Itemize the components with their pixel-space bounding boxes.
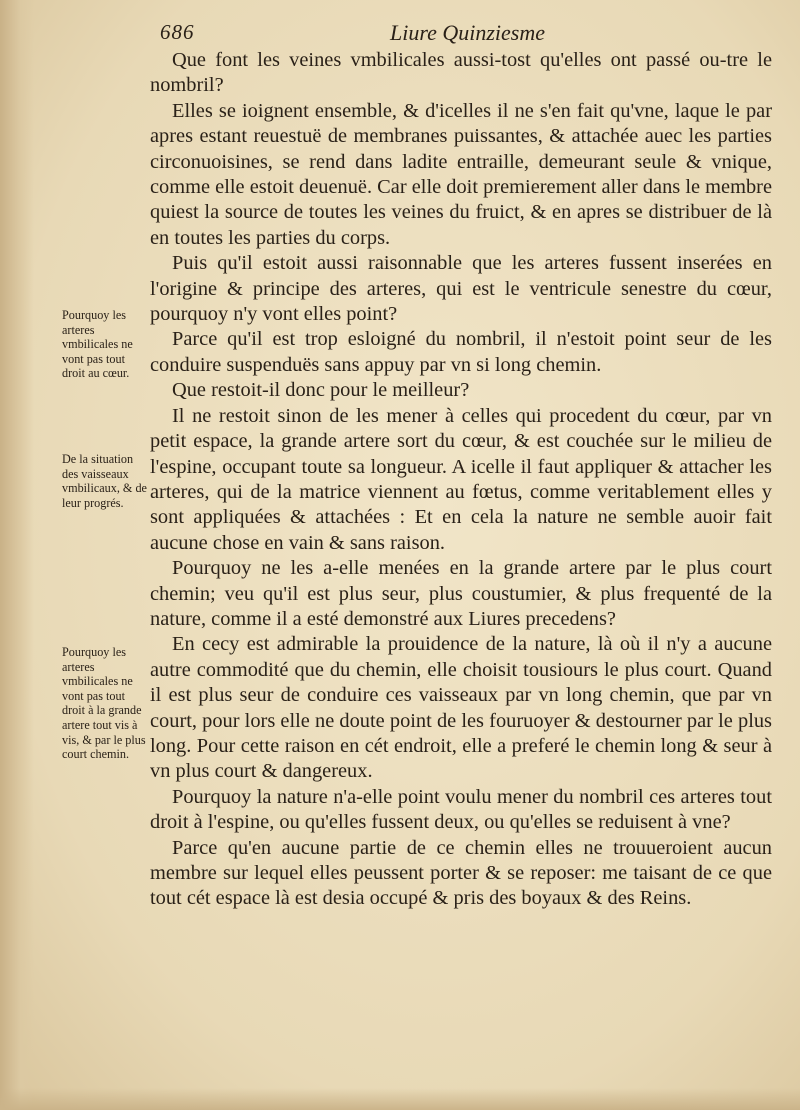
paragraph: Parce qu'il est trop esloigné du nombril, il n'estoit point seur de les conduire suspenduës sans appuy par vn si long chemin. — [150, 328, 772, 376]
margin-note: De la situation des vaisseaux vmbilicaux, & de leur progrés. — [62, 452, 147, 510]
margin-note: Pourquoy les arteres vmbilicales ne vont pas tout droit à la grande artere tout vis à vis, & par le plus court chemin. — [62, 645, 146, 762]
margin-note: Pourquoy les arteres vmbilicales ne vont pas tout droit au cœur. — [62, 308, 133, 381]
page-header — [160, 20, 770, 46]
running-title: Liure Quinziesme — [390, 20, 546, 45]
paragraph: Parce qu'en aucune partie de ce chemin elles ne trouueroient aucun membre sur lequel elles peussent porter & se reposer: me taisant de ce que tout cét espace là est desia occupé & pris des boyaux & des Reins. — [150, 836, 772, 910]
paragraph: Pourquoy la nature n'a-elle point voulu mener du nombril ces arteres tout droit à l'espine, ou qu'elles fussent deux, ou qu'elles se reduisent à vne? — [150, 785, 772, 834]
page-edge-shadow — [0, 0, 34, 1110]
paragraph: En cecy est admirable la prouidence de la nature, là où il n'y a aucune autre commodité que du chemin, elle choisit tousiours le plus court. Quand il est plus seur de conduire ces vaisseaux par vn long chemin, que par vn court, pour lors elle ne doute point de les fouruoyer & destourner par le plus long. Pour cette raison en cét endroit, elle a preferé le chemin long & seur à vn plus court & dangereux. — [150, 633, 772, 783]
paragraph: Que font les veines vmbilicales aussi-tost qu'elles ont passé ou-tre le nombril? — [150, 49, 772, 97]
paragraph: Pourquoy ne les a-elle menées en la grande artere par le plus court chemin; veu qu'il est plus seur, plus coustumier, & plus frequenté de la nature, comme il a esté demonstré aux Liures precedens? — [150, 557, 772, 630]
page-number: 686 — [160, 20, 195, 44]
paragraph: Puis qu'il estoit aussi raisonnable que les arteres fussent inserées en l'origine & principe des arteres, qui est le ventricule senestre du cœur, pourquoy n'y vont elles point? — [150, 252, 772, 326]
page-bottom-shadow — [0, 1088, 800, 1110]
paragraph: Il ne restoit sinon de les mener à celles qui procedent du cœur, par vn petit espace, la grande artere sort du cœur, & est couchée sur le milieu de l'espine, occupant toute sa longueur. A icelle il faut appliquer & attacher les arteres, qui de la matrice viennent au fœtus, comme veritablement elles y sont appliquées & attachées : Et en cela la nature ne semble auoir fait aucune chose en vain & sans raison. — [150, 404, 772, 554]
paragraph: Que restoit-il donc pour le meilleur? — [172, 379, 470, 402]
main-text — [150, 48, 772, 912]
paragraph: Elles se ioignent ensemble, & d'icelles il ne s'en fait qu'vne, laque le par apres estant reuestuë de membranes puissantes, & attachée auec les parties circonuoisines, se rend dans ladite entraille, demeurant seule & vnique, comme elle estoit deuenuë. Car elle doit premierement aller dans le membre quiest la source de toutes les veines du fruict, & en apres se distribuer de là en toutes les parties du corps. — [150, 99, 772, 249]
